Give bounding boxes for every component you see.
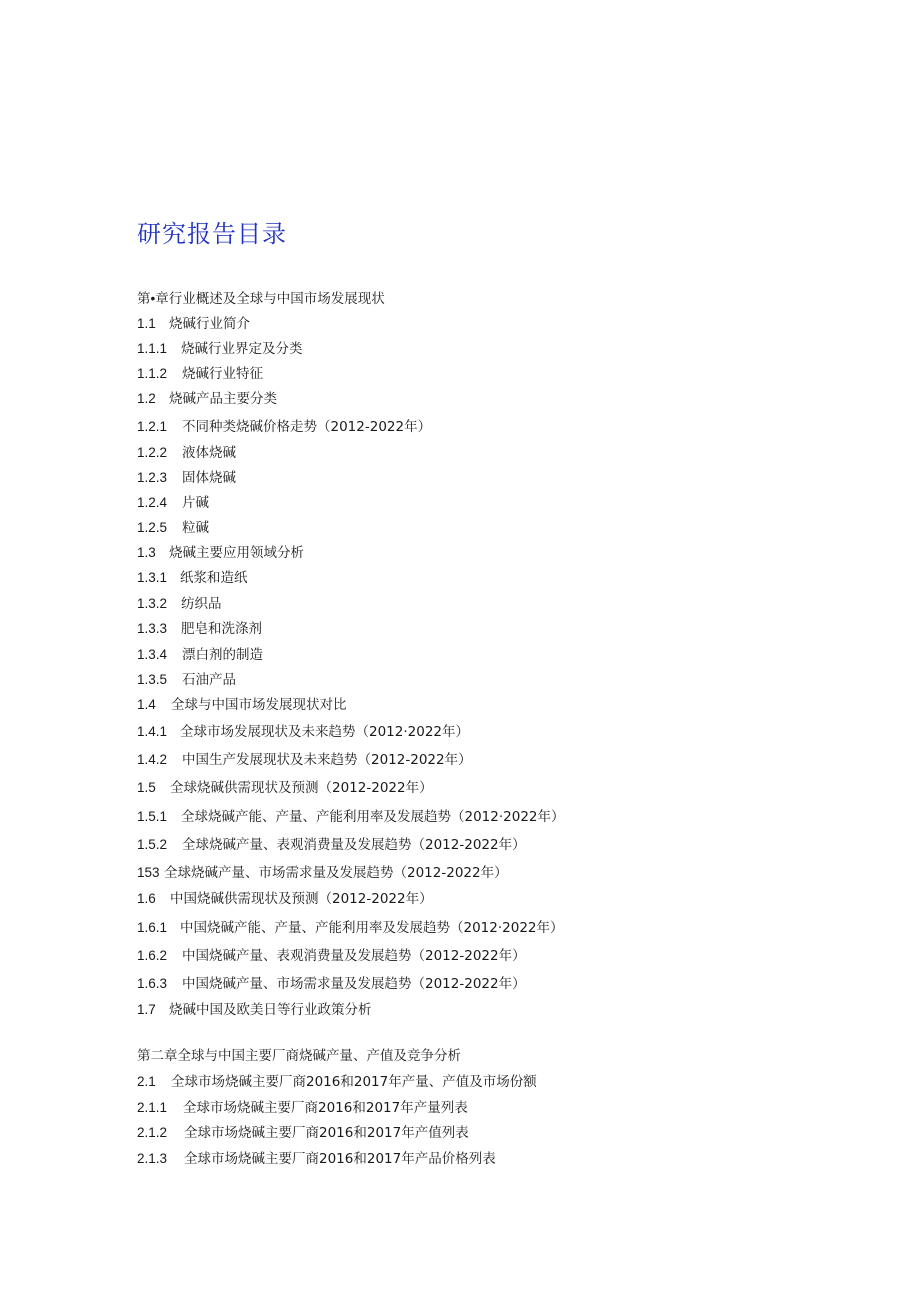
toc-entry-text: 烧碱行业简介 — [169, 316, 250, 332]
toc-entry-text: 漂白剂的制造 — [182, 647, 263, 663]
toc-entry-text: 全球市场烧碱主要厂商2016和2017年产量、产值及市场份额 — [171, 1074, 537, 1090]
toc-entry-number: 1.2.2 — [137, 445, 168, 460]
toc-entry-text: 固体烧碱 — [182, 470, 236, 486]
toc-entry-text: 石油产品 — [182, 672, 236, 688]
toc-entry-number: 1.3.4 — [137, 647, 168, 662]
toc-entry-number: 1.4.2 — [137, 752, 168, 767]
toc-entry — [137, 444, 236, 462]
toc-entry — [137, 1001, 372, 1019]
toc-entry-number: 153 — [137, 865, 160, 880]
page-title: 研究报告目录 — [137, 220, 287, 248]
toc-entry — [137, 595, 222, 613]
toc-entry-number: 2.1.2 — [137, 1125, 168, 1140]
toc-entry-text: 全球与中国主要厂商烧碱产量、产值及竞争分析 — [177, 1048, 461, 1064]
toc-entry-number: 1.5.2 — [137, 837, 168, 852]
toc-entry — [137, 315, 250, 333]
toc-entry-text: 烧碱行业特征 — [182, 366, 263, 382]
toc-entry — [137, 418, 431, 436]
toc-entry — [137, 290, 385, 308]
toc-entry-number: 1.5 — [137, 780, 156, 795]
toc-entry — [137, 808, 565, 826]
toc-entry-number: 1.3.1 — [137, 570, 168, 585]
toc-entry — [137, 544, 304, 562]
toc-entry-number: 1.1.1 — [137, 341, 168, 356]
toc-entry-text: 肥皂和洗涤剂 — [181, 621, 262, 637]
toc-entry-text: 中国烧碱产能、产量、产能利用率及发展趋势（2012·2022年） — [180, 920, 564, 936]
toc-entry — [137, 947, 526, 965]
toc-entry-text: 纺织品 — [181, 596, 222, 612]
toc-entry-text: 全球烧碱产量、表观消费量及发展趋势（2012-2022年） — [182, 837, 526, 853]
toc-entry-number: 1.4 — [137, 697, 156, 712]
toc-entry-number: 1.5.1 — [137, 809, 168, 824]
toc-entry — [137, 469, 236, 487]
toc-entry-number: 1.6 — [137, 891, 156, 906]
toc-entry — [137, 1047, 461, 1065]
toc-entry-number: 1.3.2 — [137, 596, 168, 611]
toc-entry — [137, 646, 263, 664]
toc-entry-text: 全球烧碱供需现状及预测（2012-2022年） — [170, 780, 433, 796]
toc-entry-text: 烧碱行业界定及分类 — [181, 341, 303, 357]
toc-entry-text: 中国烧碱产量、表观消费量及发展趋势（2012-2022年） — [182, 948, 526, 964]
toc-entry — [137, 620, 262, 638]
toc-entry-number: 第•章 — [137, 291, 169, 306]
toc-entry — [137, 494, 209, 512]
toc-entry — [137, 864, 508, 882]
toc-entry-text: 全球烧碱产能、产量、产能利用率及发展趋势（2012·2022年） — [181, 809, 565, 825]
toc-entry-text: 烧碱主要应用领域分析 — [169, 545, 304, 561]
toc-entry-text: 全球市场烧碱主要厂商2016和2017年产值列表 — [184, 1125, 469, 1141]
toc-entry-text: 中国生产发展现状及未来趋势（2012-2022年） — [182, 752, 472, 768]
toc-entry-number: 1.7 — [137, 1002, 156, 1017]
toc-entry-number: 2.1.1 — [137, 1100, 168, 1115]
toc-entry-number: 1.2.5 — [137, 520, 168, 535]
toc-entry-number: 1.1.2 — [137, 366, 168, 381]
toc-entry — [137, 890, 433, 908]
toc-entry — [137, 1150, 496, 1168]
toc-entry — [137, 696, 347, 714]
toc-entry-text: 全球与中国市场发展现状对比 — [171, 697, 347, 713]
toc-entry-number: 1.2.4 — [137, 495, 168, 510]
toc-entry-number: 1.6.1 — [137, 920, 168, 935]
toc-entry-number: 1.1 — [137, 316, 156, 331]
toc-entry-number: 1.6.3 — [137, 976, 168, 991]
toc-entry-text: 中国烧碱供需现状及预测（2012-2022年） — [170, 891, 433, 907]
toc-entry — [137, 975, 526, 993]
toc-entry-text: 烧碱产品主要分类 — [169, 391, 277, 407]
toc-entry-number: 1.2.1 — [137, 419, 168, 434]
toc-entry — [137, 390, 277, 408]
toc-entry-text: 全球市场烧碱主要厂商2016和2017年产品价格列表 — [184, 1151, 496, 1167]
toc-entry-number: 2.1.3 — [137, 1151, 168, 1166]
toc-entry-text: 纸浆和造纸 — [180, 570, 248, 586]
toc-entry-number: 2.1 — [137, 1074, 156, 1089]
toc-entry-text: 烧碱中国及欧美日等行业政策分析 — [169, 1002, 372, 1018]
toc-entry-text: 全球市场发展现状及未来趋势（2012·2022年） — [180, 724, 470, 740]
toc-entry-number: 1.2.3 — [137, 470, 168, 485]
toc-entry — [137, 723, 469, 741]
toc-entry-number: 1.3.3 — [137, 621, 168, 636]
toc-entry — [137, 671, 236, 689]
toc-entry — [137, 919, 564, 937]
toc-entry-number: 1.6.2 — [137, 948, 168, 963]
toc-entry — [137, 751, 472, 769]
toc-entry — [137, 1124, 469, 1142]
toc-entry-number: 第二章 — [137, 1048, 178, 1063]
toc-entry — [137, 365, 263, 383]
toc-entry — [137, 519, 209, 537]
toc-entry-text: 液体烧碱 — [182, 445, 236, 461]
toc-entry-text: 全球市场烧碱主要厂商2016和2017年产量列表 — [183, 1100, 468, 1116]
toc-entry-text: 中国烧碱产量、市场需求量及发展趋势（2012-2022年） — [182, 976, 526, 992]
toc-entry-text: 全球烧碱产量、市场需求量及发展趋势（2012-2022年） — [164, 865, 508, 881]
toc-entry-number: 1.3.5 — [137, 672, 168, 687]
toc-entry — [137, 340, 303, 358]
toc-entry — [137, 779, 433, 797]
toc-entry-number: 1.4.1 — [137, 724, 168, 739]
toc-entry-number: 1.3 — [137, 545, 156, 560]
toc-entry-text: 不同种类烧碱价格走势（2012-2022年） — [182, 419, 432, 435]
toc-entry-text: 粒碱 — [182, 520, 209, 536]
toc-entry — [137, 1073, 537, 1091]
toc-entry-number: 1.2 — [137, 391, 156, 406]
toc-entry-text: 片碱 — [182, 495, 209, 511]
toc-entry — [137, 1099, 468, 1117]
toc-entry — [137, 569, 248, 587]
toc-entry — [137, 836, 526, 854]
toc-entry-text: 行业概述及全球与中国市场发展现状 — [168, 291, 385, 307]
